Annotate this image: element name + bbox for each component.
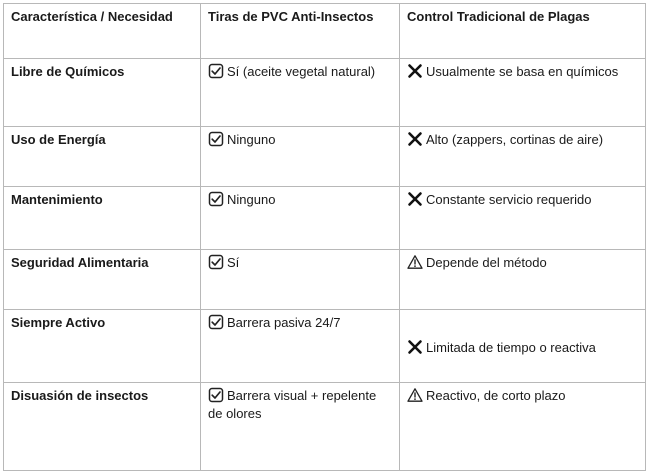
traditional-cell bbox=[400, 310, 646, 383]
header-feature: Característica / Necesidad bbox=[4, 4, 201, 59]
pvc-value: Barrera pasiva 24/7 bbox=[227, 315, 341, 330]
table-row bbox=[4, 127, 646, 187]
traditional-cell bbox=[400, 59, 646, 127]
table-header-row bbox=[4, 4, 646, 59]
header-pvc: Tiras de PVC Anti-Insectos bbox=[201, 4, 400, 59]
table-row bbox=[4, 59, 646, 127]
checkbox-check-icon bbox=[208, 254, 224, 270]
header-traditional: Control Tradicional de Plagas bbox=[400, 4, 646, 59]
traditional-cell bbox=[400, 383, 646, 471]
cross-icon bbox=[407, 131, 423, 147]
feature-cell: Seguridad Alimentaria bbox=[4, 250, 201, 310]
pvc-value: Ninguno bbox=[227, 192, 276, 207]
checkbox-check-icon bbox=[208, 387, 224, 403]
pvc-value: Ninguno bbox=[227, 132, 276, 147]
checkbox-check-icon bbox=[208, 314, 224, 330]
checkbox-check-icon bbox=[208, 131, 224, 147]
comparison-table bbox=[3, 3, 646, 471]
feature-cell: Siempre Activo bbox=[4, 310, 201, 383]
pvc-cell bbox=[201, 250, 400, 310]
pvc-cell bbox=[201, 59, 400, 127]
pvc-value: Sí bbox=[227, 255, 240, 270]
traditional-value: Usualmente se basa en químicos bbox=[426, 64, 619, 79]
traditional-value: Alto (zappers, cortinas de aire) bbox=[426, 132, 604, 147]
cross-icon bbox=[407, 339, 423, 355]
checkbox-check-icon bbox=[208, 191, 224, 207]
pvc-cell bbox=[201, 310, 400, 383]
traditional-value: Reactivo, de corto plazo bbox=[426, 388, 566, 403]
feature-cell: Disuasión de insectos bbox=[4, 383, 201, 471]
checkbox-check-icon bbox=[208, 63, 224, 79]
traditional-cell bbox=[400, 127, 646, 187]
feature-cell: Mantenimiento bbox=[4, 187, 201, 250]
pvc-value: Sí (aceite vegetal natural) bbox=[227, 64, 376, 79]
traditional-cell bbox=[400, 250, 646, 310]
traditional-value: Constante servicio requerido bbox=[426, 192, 592, 207]
pvc-cell bbox=[201, 127, 400, 187]
warning-triangle-icon bbox=[407, 387, 423, 403]
traditional-value: Limitada de tiempo o reactiva bbox=[426, 340, 596, 355]
traditional-value: Depende del método bbox=[426, 255, 547, 270]
table-row bbox=[4, 250, 646, 310]
cross-icon bbox=[407, 63, 423, 79]
cross-icon bbox=[407, 191, 423, 207]
feature-cell: Uso de Energía bbox=[4, 127, 201, 187]
traditional-cell bbox=[400, 187, 646, 250]
feature-cell: Libre de Químicos bbox=[4, 59, 201, 127]
pvc-cell bbox=[201, 383, 400, 471]
warning-triangle-icon bbox=[407, 254, 423, 270]
table-row bbox=[4, 310, 646, 383]
pvc-value: Barrera visual + repelente de olores bbox=[208, 388, 377, 421]
table-row bbox=[4, 187, 646, 250]
table-row bbox=[4, 383, 646, 471]
pvc-cell bbox=[201, 187, 400, 250]
